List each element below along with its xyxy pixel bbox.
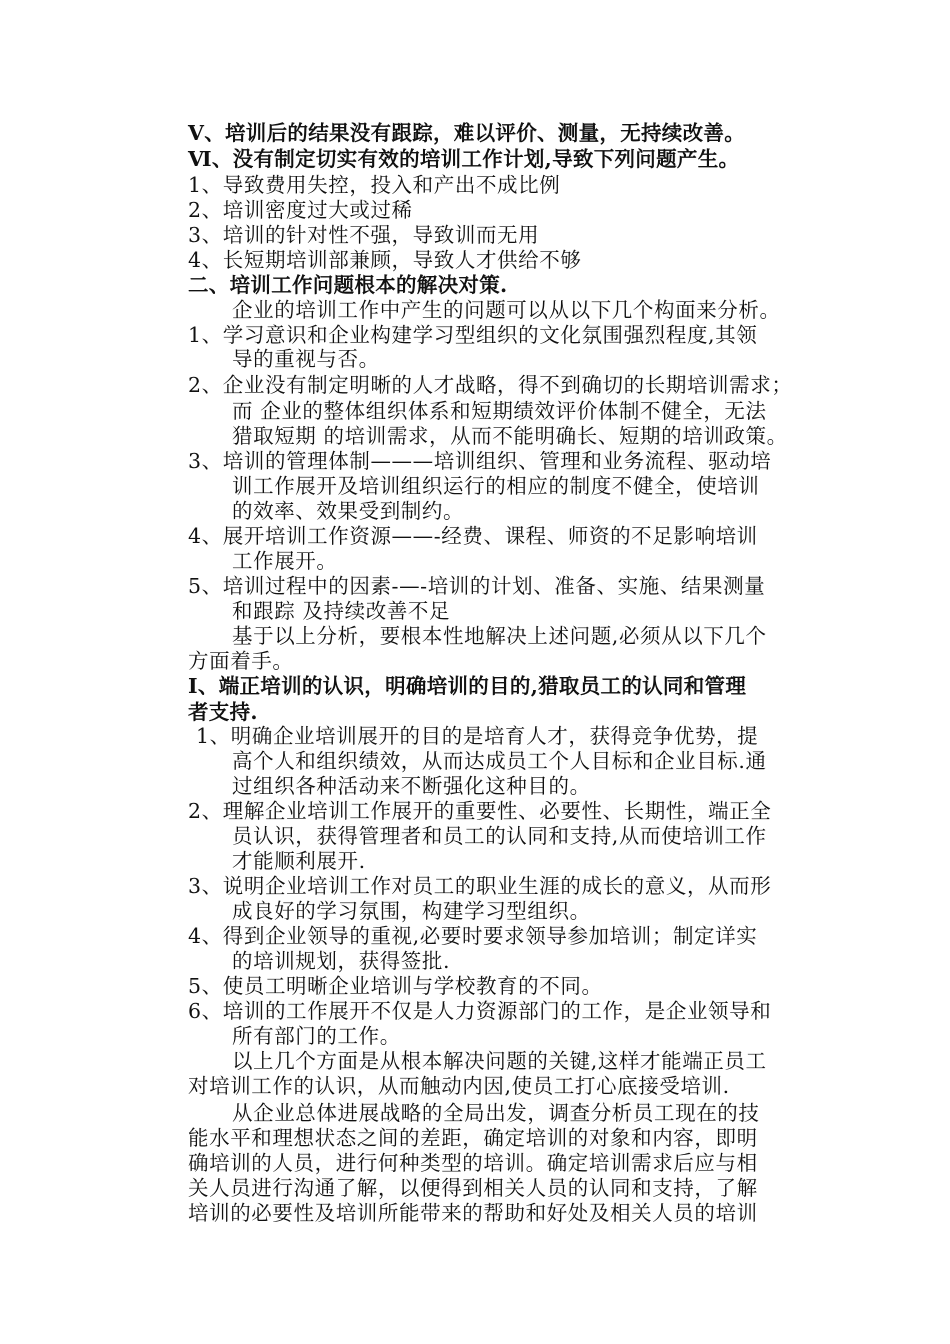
paragraph-strategy-cont: 培训的必要性及培训所能带来的帮助和好处及相关人员的培训 bbox=[188, 1201, 758, 1225]
paragraph-intro: 企业的培训工作中产生的问题可以从以下几个构面来分析。 bbox=[232, 298, 781, 322]
paragraph-strategy-cont: 能水平和理想状态之间的差距，确定培训的对象和内容，即明 bbox=[188, 1126, 758, 1150]
list-item-2: 2、理解企业培训工作展开的重要性、必要性、长期性，端正全 bbox=[188, 799, 772, 823]
paragraph-analysis-cont: 方面着手。 bbox=[188, 649, 294, 673]
list-item-1: 1、明确企业培训展开的目的是培育人才，获得竞争优势，提 bbox=[196, 724, 759, 748]
paragraph-key: 以上几个方面是从根本解决问题的关键,这样才能端正员工 bbox=[232, 1049, 767, 1073]
list-item-1: 1、学习意识和企业构建学习型组织的文化氛围强烈程度,其领 bbox=[188, 323, 758, 347]
list-item-5: 5、培训过程中的因素-—-培训的计划、准备、实施、结果测量 bbox=[188, 574, 766, 598]
list-item-2-cont: 猎取短期 的培训需求，从而不能明确长、短期的培训政策。 bbox=[232, 424, 788, 448]
heading-vi: Ⅵ、没有制定切实有效的培训工作计划,导致下列问题产生。 bbox=[188, 147, 740, 171]
list-item-2: 2、培训密度过大或过稀 bbox=[188, 198, 413, 222]
paragraph-strategy-cont: 关人员进行沟通了解，以便得到相关人员的认同和支持，了解 bbox=[188, 1176, 758, 1200]
list-item-1-cont: 导的重视与否。 bbox=[232, 347, 380, 371]
list-item-2-cont: 员认识，获得管理者和员工的认同和支持,从而使培训工作 bbox=[232, 824, 767, 848]
paragraph-strategy: 从企业总体进展战略的全局出发，调查分析员工现在的技 bbox=[232, 1101, 760, 1125]
heading-v: Ⅴ、培训后的结果没有跟踪，难以评价、测量，无持续改善。 bbox=[188, 121, 746, 145]
list-item-2: 2、企业没有制定明晰的人才战略，得不到确切的长期培训需求； bbox=[188, 373, 793, 397]
list-item-4: 4、得到企业领导的重视,必要时要求领导参加培训；制定详实 bbox=[188, 924, 758, 948]
list-item-6-cont: 所有部门的工作。 bbox=[232, 1024, 401, 1048]
list-item-3: 3、培训的针对性不强，导致训而无用 bbox=[188, 223, 540, 247]
list-item-4-cont: 的培训规划，获得签批. bbox=[232, 949, 451, 973]
list-item-4: 4、长短期培训部兼顾，导致人才供给不够 bbox=[188, 248, 582, 272]
list-item-1-cont: 过组织各种活动来不断强化这种目的。 bbox=[232, 774, 591, 798]
paragraph-strategy-cont: 确培训的人员，进行何种类型的培训。确定培训需求后应与相 bbox=[188, 1151, 758, 1175]
list-item-3: 3、说明企业培训工作对员工的职业生涯的成长的意义，从而形 bbox=[188, 874, 772, 898]
list-item-3-cont: 的效率、效果受到制约。 bbox=[232, 499, 465, 523]
list-item-2-cont: 才能顺利展开. bbox=[232, 849, 366, 873]
list-item-2-cont: 而 企业的整体组织体系和短期绩效评价体制不健全，无法 bbox=[232, 399, 767, 423]
section-heading-2: 二、培训工作问题根本的解决对策. bbox=[188, 273, 508, 297]
paragraph-analysis: 基于以上分析，要根本性地解决上述问题,必须从以下几个 bbox=[232, 624, 767, 648]
list-item-3-cont: 训工作展开及培训组织运行的相应的制度不健全，使培训 bbox=[232, 474, 760, 498]
list-item-3: 3、培训的管理体制———培训组织、管理和业务流程、驱动培 bbox=[188, 449, 772, 473]
list-item-1-cont: 高个人和组织绩效，从而达成员工个人目标和企业目标.通 bbox=[232, 749, 767, 773]
list-item-6: 6、培训的工作展开不仅是人力资源部门的工作，是企业领导和 bbox=[188, 999, 772, 1023]
list-item-3-cont: 成良好的学习氛围，构建学习型组织。 bbox=[232, 899, 591, 923]
list-item-5-cont: 和跟踪 及持续改善不足 bbox=[232, 599, 451, 623]
list-item-5: 5、使员工明晰企业培训与学校教育的不同。 bbox=[188, 974, 603, 998]
paragraph-key-cont: 对培训工作的认识，从而触动内因,使员工打心底接受培训. bbox=[188, 1074, 730, 1098]
heading-i-cont: 者支持. bbox=[188, 700, 258, 724]
heading-i: Ⅰ、端正培训的认识，明确培训的目的,猎取员工的认同和管理 bbox=[188, 674, 747, 698]
list-item-1: 1、导致费用失控，投入和产出不成比例 bbox=[188, 173, 561, 197]
list-item-4-cont: 工作展开。 bbox=[232, 549, 338, 573]
list-item-4: 4、展开培训工作资源——-经费、课程、师资的不足影响培训 bbox=[188, 524, 758, 548]
